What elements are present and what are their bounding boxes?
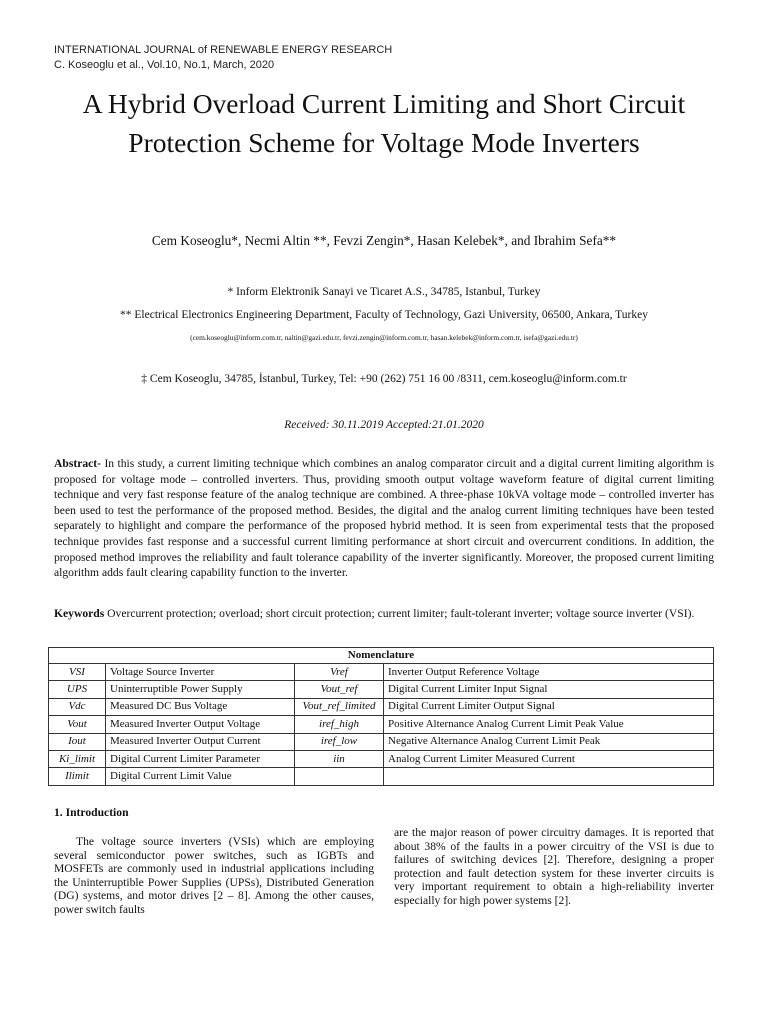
table-row bbox=[49, 768, 714, 785]
table-cell-definition: Voltage Source Inverter bbox=[106, 664, 295, 681]
table-row bbox=[49, 733, 714, 750]
table-row bbox=[49, 681, 714, 698]
nomenclature-heading-row bbox=[49, 648, 714, 664]
table-row bbox=[49, 716, 714, 733]
table-cell-definition: Digital Current Limiter Input Signal bbox=[384, 681, 714, 698]
journal-citation: C. Koseoglu et al., Vol.10, No.1, March, 2020 bbox=[54, 59, 275, 71]
table-cell-definition: Digital Current Limit Value bbox=[106, 768, 295, 785]
table-cell-definition: Measured Inverter Output Voltage bbox=[106, 716, 295, 733]
table-cell-symbol: Vref bbox=[295, 664, 384, 681]
table-cell-symbol: Ki_limit bbox=[49, 750, 106, 767]
table-cell-symbol: iin bbox=[295, 750, 384, 767]
author-list: Cem Koseoglu*, Necmi Altin **, Fevzi Zengin*, Hasan Kelebek*, and Ibrahim Sefa** bbox=[151, 233, 617, 248]
table-cell-definition: Measured DC Bus Voltage bbox=[106, 698, 295, 715]
table-cell-definition: Positive Alternance Analog Current Limit Peak Value bbox=[384, 716, 714, 733]
affiliation-1: * Inform Elektronik Sanayi ve Ticaret A.S., 34785, Istanbul, Turkey bbox=[227, 286, 541, 298]
table-cell-definition: Uninterruptible Power Supply bbox=[106, 681, 295, 698]
table-cell-definition: Negative Alternance Analog Current Limit Peak bbox=[384, 733, 714, 750]
abstract-text: In this study, a current limiting technique which combines an analog comparator circuit and a digital current limiting algorithm is proposed for voltage mode – controlled inverters. Thus, providing smooth output voltage waveform feature of digital current limiting technique and very fast response feature of the analog technique are combined. A three-phase 10kVA voltage mode – controlled inverter has been used to test the performance of the proposed method. Besides, the digital and the analog current limiting techniques have been tested separately to highlight and compare the performance of the proposed hybrid method. It is seen from experimental tests that the proposed technique provides fast response and a successful current limiting performance at short circuit and overcurrent conditions. In addition, the proposed method improves the reliability and fault tolerance capability of the inverter significantly. Moreover, the proposed current limiting algorithm adds fault clearing capability function to the inverter. bbox=[54, 457, 714, 580]
table-cell-symbol: Vdc bbox=[49, 698, 106, 715]
table-cell-symbol: iref_low bbox=[295, 733, 384, 750]
table-cell-definition: Digital Current Limiter Parameter bbox=[106, 750, 295, 767]
journal-name: INTERNATIONAL JOURNAL of RENEWABLE ENERGY RESEARCH bbox=[54, 44, 393, 56]
nomenclature-heading: Nomenclature bbox=[49, 648, 714, 664]
table-cell-definition: Measured Inverter Output Current bbox=[106, 733, 295, 750]
journal-header bbox=[54, 43, 714, 73]
keywords-label: Keywords bbox=[54, 607, 105, 620]
table-row bbox=[49, 750, 714, 767]
paper-title: A Hybrid Overload Current Limiting and Short Circuit Protection Scheme for Voltage Mode Inverters bbox=[82, 88, 686, 158]
table-cell-definition: Analog Current Limiter Measured Current bbox=[384, 750, 714, 767]
table-row bbox=[49, 664, 714, 681]
table-cell-symbol: Vout bbox=[49, 716, 106, 733]
table-cell-definition bbox=[384, 768, 714, 785]
corresponding-author: ‡ Cem Koseoglu, 34785, İstanbul, Turkey, Tel: +90 (262) 751 16 00 /8311, cem.koseoglu@inform.com.tr bbox=[141, 373, 627, 385]
section-heading-introduction: 1. Introduction bbox=[54, 806, 129, 819]
table-cell-symbol: UPS bbox=[49, 681, 106, 698]
table-cell-symbol: Vout_ref_limited bbox=[295, 698, 384, 715]
nomenclature-table bbox=[48, 647, 714, 786]
abstract-label: Abstract- bbox=[54, 457, 102, 470]
table-cell-definition: Digital Current Limiter Output Signal bbox=[384, 698, 714, 715]
table-cell-symbol: Ilimit bbox=[49, 768, 106, 785]
abstract bbox=[54, 456, 714, 581]
table-cell-symbol: Vout_ref bbox=[295, 681, 384, 698]
received-dates: Received: 30.11.2019 Accepted:21.01.2020 bbox=[284, 419, 484, 431]
introduction-right-column: are the major reason of power circuitry damages. It is reported that about 38% of the faults in a power circuitry of the VSI is due to failures of switching devices [2]. Therefore, designing a proper protection and fault detection system for these inverter circuits is very important requirement to obtain a high-reliability inverter especially for high power systems [2]. bbox=[394, 826, 714, 907]
keywords bbox=[54, 606, 714, 622]
affiliation-2: ** Electrical Electronics Engineering Department, Faculty of Technology, Gazi University, 06500, Ankara, Turkey bbox=[120, 309, 648, 321]
table-cell-symbol: VSI bbox=[49, 664, 106, 681]
author-emails: (cem.koseoglu@inform.com.tr, naltin@gazi.edu.tr, fevzi.zengin@inform.com.tr, hasan.kelebek@inform.com.tr, isefa@gazi.edu.tr) bbox=[190, 333, 578, 342]
table-cell-symbol bbox=[295, 768, 384, 785]
keywords-text: Overcurrent protection; overload; short circuit protection; current limiter; fault-tolerant inverter; voltage source inverter (VSI). bbox=[104, 607, 695, 620]
table-cell-definition: Inverter Output Reference Voltage bbox=[384, 664, 714, 681]
table-cell-symbol: iref_high bbox=[295, 716, 384, 733]
introduction-left-column: The voltage source inverters (VSIs) which are employing several semiconductor power switches, such as IGBTs and MOSFETs are commonly used in industrial applications including the Uninterruptible Power Supplies (UPSs), Distributed Generation (DG) systems, and motor drives [2 – 8]. Among the other causes, power switch faults bbox=[54, 835, 374, 916]
table-row bbox=[49, 698, 714, 715]
table-cell-symbol: Iout bbox=[49, 733, 106, 750]
